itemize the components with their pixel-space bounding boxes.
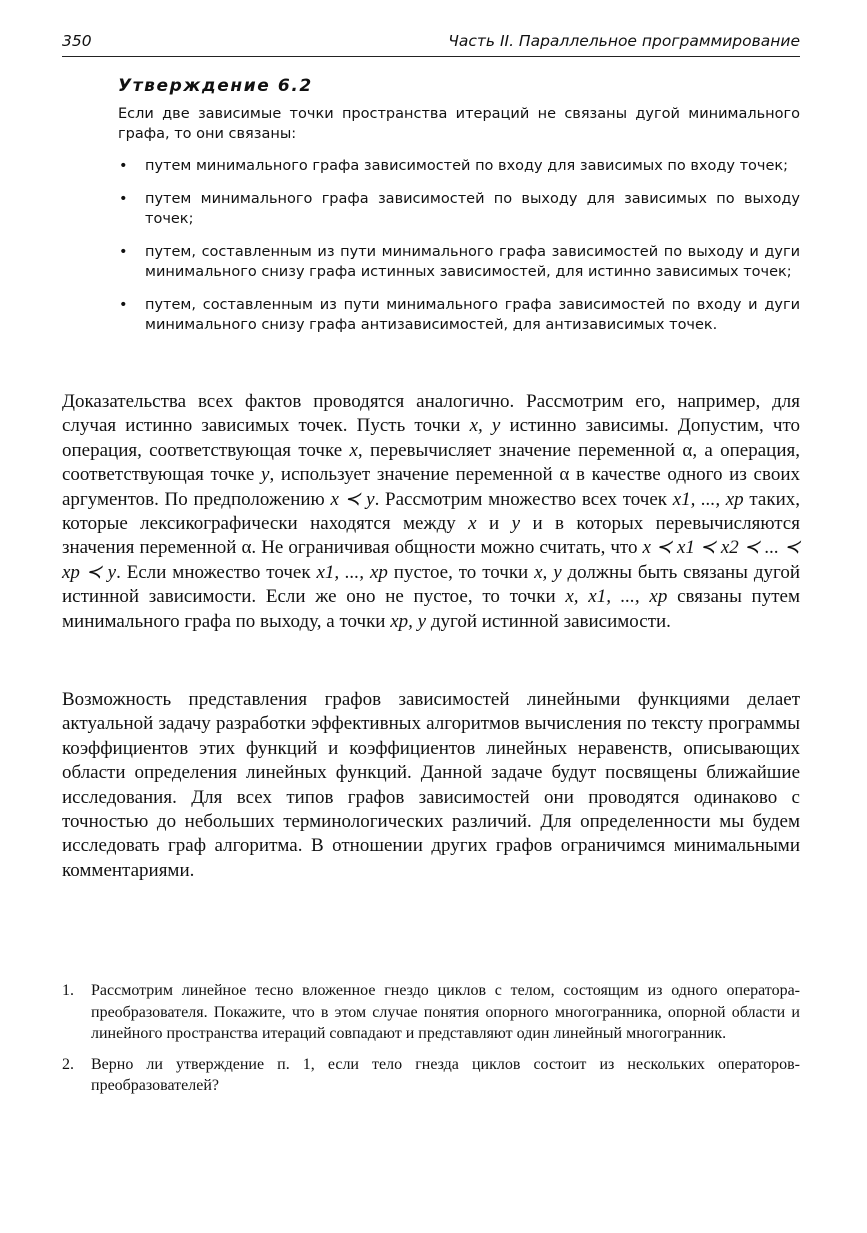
proof-paragraph: Доказательства всех фактов проводятся аналогично. Рассмотрим его, например, для случая истинно зависимых точек. Пусть точки x, y истинно зависимы. Допустим, что операция, соответствующая точке x, перевычисляет значение переменной α, а операция, соответствующая точке y, использует значение переменной α в качестве одного из своих аргументов. По предположению x ≺ y. Рассмотрим множество всех точек x1, ..., xp таких, которые лексикографически находятся между x и y и в которых перевычисляются значения переменной α. Не ограничивая общности можно считать, что x ≺ x1 ≺ x2 ≺ ... ≺ xp ≺ y. Если множество точек x1, ..., xp пустое, то точки x, y должны быть связаны дугой истинной зависимости. Если же оно не пустое, то точки x, x1, ..., xp связаны путем минимального графа по выходу, а точки xp, y дугой истинной зависимости. [62, 391, 800, 632]
statement-title: Утверждение 6.2 [118, 76, 313, 96]
math-xy: x, y [469, 415, 501, 437]
math-chain: x ≺ x1 ≺ x2 ≺ ... ≺ xp ≺ y [62, 537, 800, 583]
bullet-icon: • [119, 297, 128, 313]
exercise-text: Верно ли утверждение п. 1, если тело гнезда циклов состоит из нескольких операторов-преобразователей? [91, 1055, 800, 1094]
statement-intro: Если две зависимые точки пространства итераций не связаны дугой минимального графа, то они связаны: [118, 106, 800, 142]
exercise-item [62, 1054, 800, 1097]
math-xp-y: xp, y [390, 610, 427, 632]
bullet-icon: • [119, 191, 128, 207]
bullet-icon: • [119, 158, 128, 174]
math-x1-xp: x1, ..., xp [316, 561, 388, 583]
statement-list-item: • путем минимального графа зависимостей по выходу для зависимых по выходу точек; [119, 191, 800, 227]
part-title: Часть II. Параллельное программирование [448, 32, 800, 50]
statement-list [118, 156, 800, 335]
math-x-x1-xp: x, x1, ..., xp [565, 586, 668, 608]
math-xy: x, y [534, 561, 562, 583]
page-number: 350 [62, 32, 92, 50]
body-paragraph: Возможность представления графов зависимостей линейными функциями делает актуальной задачу разработки эффективных алгоритмов вычисления по тексту программы коэффициентов этих функций и коэффициентов линейных неравенств, описывающих области определения линейных функций. Данной задаче будут посвящены ближайшие исследования. Для всех типов графов зависимостей они проводятся одинаково с точностью до небольших терминологических различий. Для определенности мы будем исследовать граф алгоритма. В отношении других графов ограничимся минимальными комментариями. [62, 689, 800, 881]
math-x: x [468, 513, 477, 535]
running-header [62, 30, 800, 57]
math-y: y [511, 513, 521, 535]
exercise-number: 2. [62, 1055, 74, 1073]
exercises-list [62, 980, 800, 1106]
statement-list-item: • путем, составленным из пути минимального графа зависимостей по входу и дуги минимального снизу графа антизависимостей, для антизависимых точек. [119, 297, 800, 333]
exercise-item [62, 980, 800, 1045]
bullet-icon: • [119, 244, 128, 260]
math-x1-xp: x1, ..., xp [672, 488, 744, 510]
math-y: y [261, 464, 270, 486]
math-x-prec-y: x ≺ y [330, 488, 375, 510]
statement-block [118, 76, 800, 348]
statement-list-item: • путем минимального графа зависимостей по входу для зависимых по входу точек; [119, 158, 789, 174]
exercise-text: Рассмотрим линейное тесно вложенное гнездо циклов с телом, состоящим из одного оператора-преобразователя. Покажите, что в этом случае понятия опорного многогранника, опорной области и линейного пространства итераций совпадают и представляют один линейный многогранник. [91, 982, 800, 1042]
exercise-number: 1. [62, 982, 74, 999]
statement-list-item: • путем, составленным из пути минимального графа зависимостей по выходу и дуги минимального снизу графа истинных зависимостей, для истинно зависимых точек; [119, 244, 800, 280]
math-x: x [349, 439, 358, 461]
